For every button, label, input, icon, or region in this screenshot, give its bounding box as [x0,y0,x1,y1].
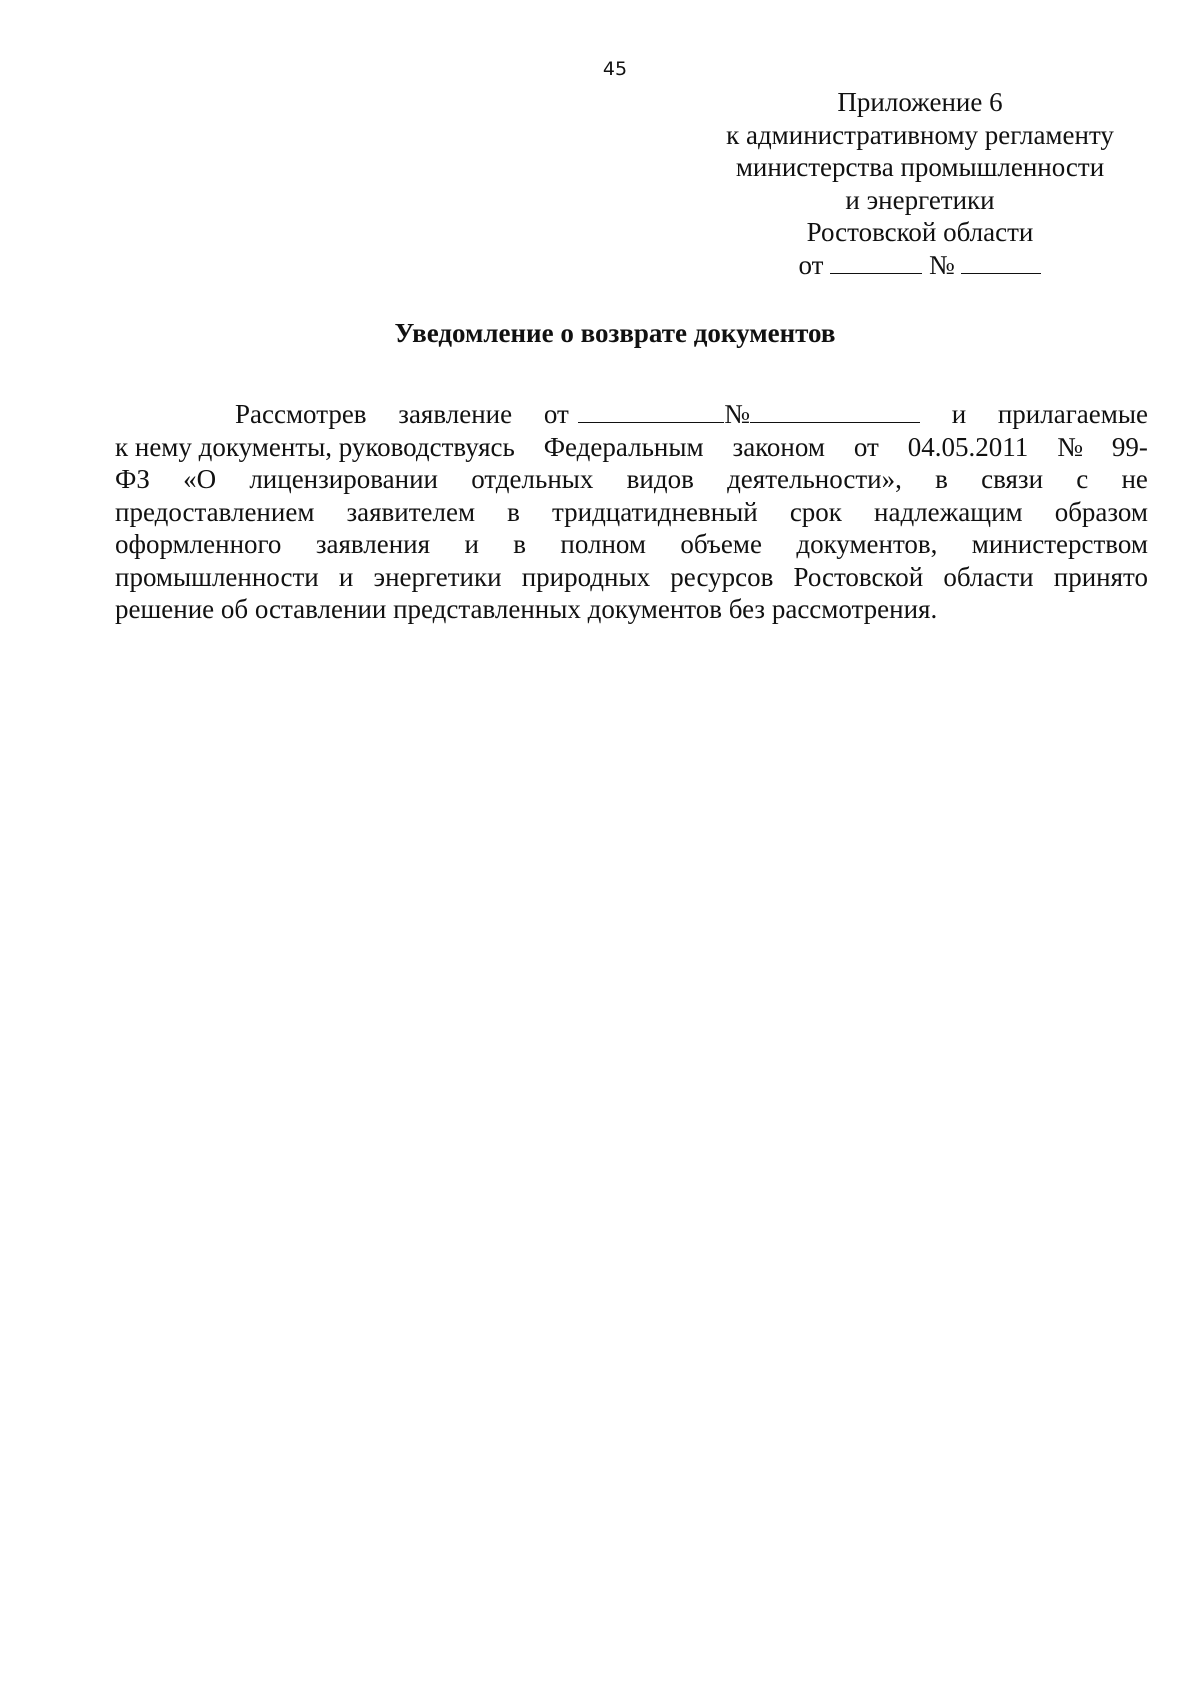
application-date-blank [578,398,724,423]
body-word: и [951,399,967,429]
appendix-header [700,86,1140,281]
appendix-date-blank [830,249,922,274]
appendix-number-sign: № [928,249,955,280]
document-title: Уведомление о возврате документов [394,318,836,348]
body-word: министерством [971,529,1148,559]
body-word: и [338,561,354,592]
body-line-6 [115,561,1148,594]
application-date-group [544,398,920,431]
body-word: лицензировании [249,464,438,494]
body-word: в [507,496,520,527]
body-word: энергетики [373,561,502,592]
appendix-number-blank [961,249,1041,274]
body-word: от [853,431,879,462]
body-word: деятельности», [727,464,902,494]
body-word: области [943,561,1034,592]
body-word: заявителем [346,496,476,527]
body-line-3 [115,463,1148,496]
body-line-4 [115,496,1148,529]
body-word: заявление [398,399,513,429]
body-word: ФЗ [115,464,150,494]
appendix-date-prefix: от [798,249,824,280]
appendix-line-3: министерства промышленности [735,152,1105,182]
body-word: прилагаемые [997,399,1148,429]
body-word: к нему документы, руководствуясь [115,431,515,462]
body-word: полном [560,529,646,559]
body-line-2 [115,431,1148,464]
body-word: связи [981,464,1044,494]
body-word: 99- [1111,431,1148,462]
body-word: ресурсов [670,561,774,592]
body-word: № [1057,431,1083,462]
body-word: № [724,399,750,429]
body-word: от [543,399,569,429]
body-line-5 [115,528,1148,561]
body-word: объеме [680,529,762,559]
body-word: заявления [315,529,431,559]
body-word: Ростовской [793,561,924,592]
body-word: предоставлением [115,496,315,527]
document-body [115,398,1148,626]
body-word: с [1076,464,1089,494]
body-word: законом [732,431,825,462]
body-word: 04.05.2011 [907,431,1029,462]
body-word: надлежащим [874,496,1023,527]
body-word: образом [1054,496,1148,527]
body-word: принято [1053,561,1148,592]
body-word: и [464,529,479,559]
body-word: видов [626,464,694,494]
body-word: срок [789,496,842,527]
application-number-blank [750,398,920,423]
body-word: Федеральным [543,431,704,462]
body-word: в [935,464,948,494]
body-word: оформленного [115,529,282,559]
body-word: Рассмотрев [235,399,367,429]
appendix-line-1: Приложение 6 [837,87,1003,117]
body-line-1 [115,398,1148,431]
body-word: «О [183,464,217,494]
body-word: не [1121,464,1148,494]
body-word: промышленности [115,561,319,592]
body-word: тридцатидневный [551,496,758,527]
appendix-line-4: и энергетики [845,184,995,215]
page-number: 45 [602,58,628,80]
body-line-7-text: решение об оставлении представленных документов без рассмотрения. [115,594,938,624]
appendix-date-number-line [700,249,1140,282]
body-word: природных [521,561,651,592]
body-word: в [513,529,527,559]
appendix-line-5: Ростовской области [806,217,1034,247]
body-word: документов, [796,529,938,559]
body-line-7 [115,593,1148,626]
body-word: отдельных [471,464,594,494]
appendix-line-2: к административному регламенту [726,119,1114,150]
